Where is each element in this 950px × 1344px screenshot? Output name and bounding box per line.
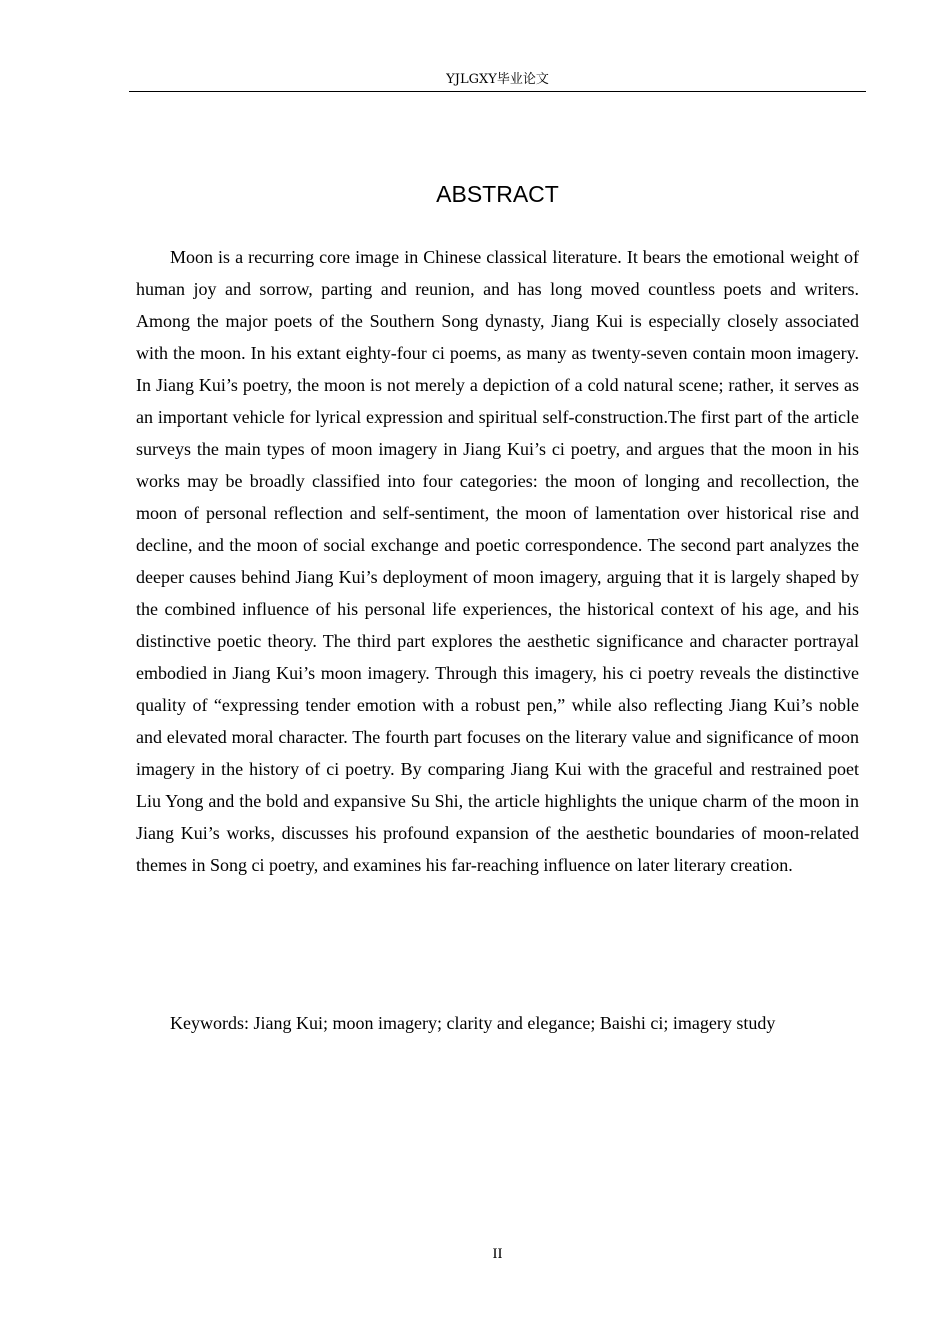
running-header: YJLGXY毕业论文 (129, 70, 866, 92)
abstract-title: ABSTRACT (436, 181, 559, 207)
abstract-body: Moon is a recurring core image in Chinese classical literature. It bears the emotional weight of human joy and sorrow, parting and reunion, and has long moved countless poets and writers. Among the major poets of the Southern Song dynasty, Jiang Kui is especially closely associated with the moon. In his extant eighty-four ci poems, as many as twenty-seven contain moon imagery. In Jiang Kui’s poetry, the moon is not merely a depiction of a cold natural scene; rather, it serves as an important vehicle for lyrical expression and spiritual self-construction.The first part of the article surveys the main types of moon imagery in Jiang Kui’s ci poetry, and argues that the moon in his works may be broadly classified into four categories: the moon of longing and recollection, the moon of personal reflection and self-sentiment, the moon of lamentation over historical rise and decline, and the moon of social exchange and poetic correspondence. The second part analyzes the deeper causes behind Jiang Kui’s deployment of moon imagery, arguing that it is largely shaped by the combined influence of his personal life experiences, the historical context of his age, and his distinctive poetic theory. The third part explores the aesthetic significance and character portrayal embodied in Jiang Kui’s moon imagery. Through this imagery, his ci poetry reveals the distinctive quality of “expressing tender emotion with a robust pen,” while also reflecting Jiang Kui’s noble and elevated moral character. The fourth part focuses on the literary value and significance of moon imagery in the history of ci poetry. By comparing Jiang Kui with the graceful and restrained poet Liu Yong and the bold and expansive Su Shi, the article highlights the unique charm of the moon in Jiang Kui’s works, discusses his profound expansion of the aesthetic boundaries of moon-related themes in Song ci poetry, and examines his far-reaching influence on later literary creation. (136, 247, 859, 875)
page-number: II (492, 1246, 503, 1262)
keywords-line: Keywords: Jiang Kui; moon imagery; clarity and elegance; Baishi ci; imagery study (170, 1013, 776, 1033)
